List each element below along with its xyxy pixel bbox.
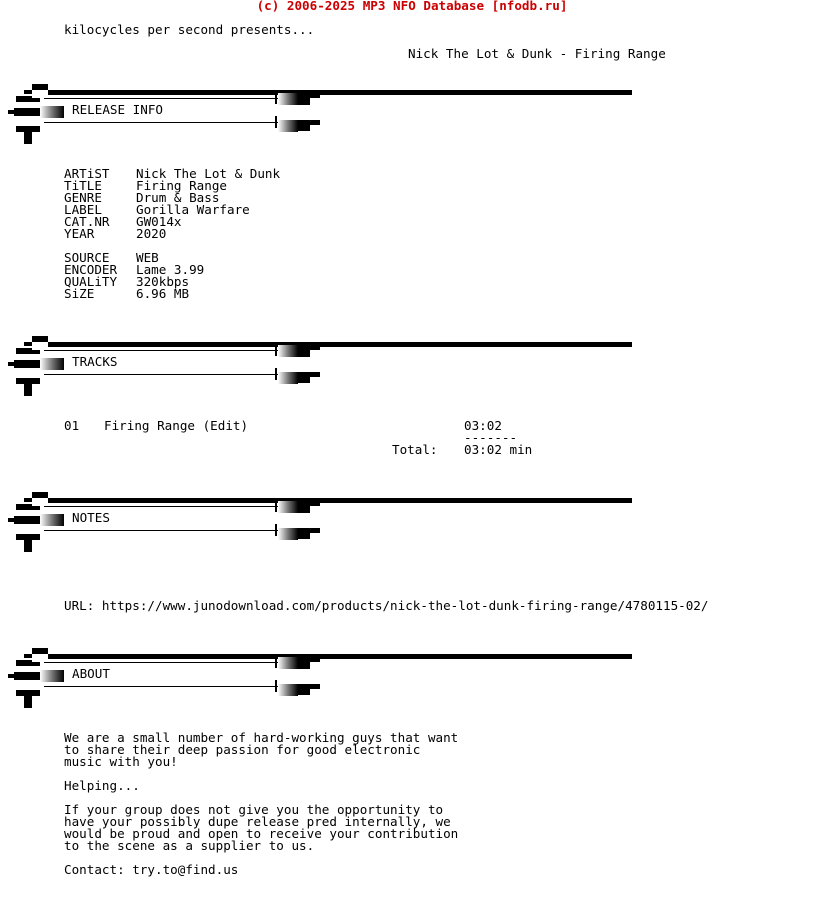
banner-dither — [278, 93, 298, 105]
about-line: to the scene as a supplier to us. — [64, 838, 315, 853]
field-size-value: 6.96 MB — [136, 286, 190, 301]
banner-line — [44, 98, 284, 99]
track-number: 01 — [64, 418, 80, 433]
section-banner-tracks — [8, 336, 634, 398]
banner-tick — [275, 680, 277, 692]
field-year-label: YEAR — [64, 226, 95, 241]
track-duration: 03:02 — [464, 418, 502, 433]
section-title: RELEASE INFO — [72, 102, 163, 117]
banner-art — [32, 84, 48, 90]
track-name: Firing Range (Edit) — [104, 418, 249, 433]
tracks-separator: ------- — [464, 430, 518, 445]
about-line: music with you! — [64, 754, 178, 769]
banner-dither — [40, 514, 64, 526]
field-artist-label: ARTiST — [64, 166, 110, 181]
field-quality-label: QUALiTY — [64, 274, 118, 289]
about-contact: Contact: try.to@find.us — [64, 862, 239, 877]
banner-dither — [278, 657, 298, 669]
field-label-value: Gorilla Warfare — [136, 202, 250, 217]
banner-line — [44, 506, 284, 507]
banner-line — [44, 662, 284, 663]
field-catnr-value: GW014x — [136, 214, 182, 229]
banner-art — [298, 533, 310, 539]
field-size-label: SiZE — [64, 286, 95, 301]
banner-art — [14, 516, 40, 524]
banner-art — [24, 654, 32, 658]
about-helping: Helping... — [64, 778, 140, 793]
about-line: We are a small number of hard-working guys that want — [64, 730, 459, 745]
section-title: ABOUT — [72, 666, 110, 681]
banner-art — [24, 498, 32, 502]
banner-art — [298, 377, 310, 383]
field-title-label: TiTLE — [64, 178, 102, 193]
banner-tick — [275, 116, 277, 128]
banner-art — [298, 689, 310, 695]
banner-bar — [48, 654, 632, 659]
about-line: If your group does not give you the opportunity to — [64, 802, 444, 817]
banner-art — [298, 662, 310, 669]
about-line: would be proud and open to receive your contribution — [64, 826, 459, 841]
field-year-value: 2020 — [136, 226, 167, 241]
about-line: have your possibly dupe release pred internally, we — [64, 814, 451, 829]
banner-dither — [40, 358, 64, 370]
banner-art — [32, 492, 48, 498]
banner-art — [14, 672, 40, 680]
banner-line — [44, 122, 284, 123]
release-title: Nick The Lot & Dunk - Firing Range — [408, 46, 666, 61]
banner-line — [44, 530, 284, 531]
banner-dither — [278, 684, 298, 696]
about-line: to share their deep passion for good electronic — [64, 742, 421, 757]
banner-tick — [275, 92, 277, 104]
section-banner-release-info — [8, 84, 634, 146]
banner-art — [32, 350, 40, 354]
banner-art — [32, 648, 48, 654]
field-artist-value: Nick The Lot & Dunk — [136, 166, 281, 181]
field-quality-value: 320kbps — [136, 274, 190, 289]
field-encoder-value: Lame 3.99 — [136, 262, 205, 277]
banner-art — [32, 506, 40, 510]
banner-art — [14, 108, 40, 116]
banner-art — [32, 662, 40, 666]
banner-line — [44, 686, 284, 687]
banner-art — [16, 348, 32, 354]
banner-dither — [278, 345, 298, 357]
banner-art — [24, 342, 32, 346]
banner-art — [16, 660, 32, 666]
banner-art — [32, 98, 40, 102]
field-title-value: Firing Range — [136, 178, 227, 193]
section-title: NOTES — [72, 510, 110, 525]
field-source-label: SOURCE — [64, 250, 110, 265]
field-source-value: WEB — [136, 250, 159, 265]
banner-art — [16, 504, 32, 510]
banner-dither — [40, 670, 64, 682]
section-title: TRACKS — [72, 354, 118, 369]
banner-art — [298, 125, 310, 131]
banner-bar — [48, 342, 632, 347]
banner-dither — [278, 120, 298, 132]
banner-art — [24, 132, 32, 144]
section-banner-notes — [8, 492, 634, 554]
banner-bar — [48, 498, 632, 503]
banner-tick — [275, 368, 277, 380]
banner-dither — [278, 501, 298, 513]
banner-art — [298, 350, 310, 357]
banner-tick — [275, 524, 277, 536]
field-genre-value: Drum & Bass — [136, 190, 220, 205]
banner-tick — [275, 344, 277, 356]
field-label-label: LABEL — [64, 202, 102, 217]
banner-art — [24, 540, 32, 552]
banner-tick — [275, 500, 277, 512]
banner-line — [44, 350, 284, 351]
banner-dither — [40, 106, 64, 118]
banner-art — [16, 96, 32, 102]
banner-art — [298, 506, 310, 513]
banner-art — [14, 360, 40, 368]
banner-art — [32, 336, 48, 342]
notes-url: URL: https://www.junodownload.com/products/nick-the-lot-dunk-firing-range/4780115-02/ — [64, 598, 709, 613]
nfodb-credit[interactable]: (c) 2006-2025 MP3 NFO Database [nfodb.ru] — [256, 0, 568, 13]
presenter-line: kilocycles per second presents... — [64, 22, 315, 37]
banner-art — [24, 90, 32, 94]
banner-art — [24, 384, 32, 396]
field-encoder-label: ENCODER — [64, 262, 118, 277]
banner-line — [44, 374, 284, 375]
field-catnr-label: CAT.NR — [64, 214, 110, 229]
banner-tick — [275, 656, 277, 668]
banner-dither — [278, 372, 298, 384]
banner-dither — [278, 528, 298, 540]
section-banner-about — [8, 648, 634, 710]
banner-art — [24, 696, 32, 708]
tracks-total-value: 03:02 min — [464, 442, 533, 457]
banner-art — [298, 98, 310, 105]
field-genre-label: GENRE — [64, 190, 102, 205]
banner-bar — [48, 90, 632, 95]
tracks-total-label: Total: — [392, 442, 438, 457]
